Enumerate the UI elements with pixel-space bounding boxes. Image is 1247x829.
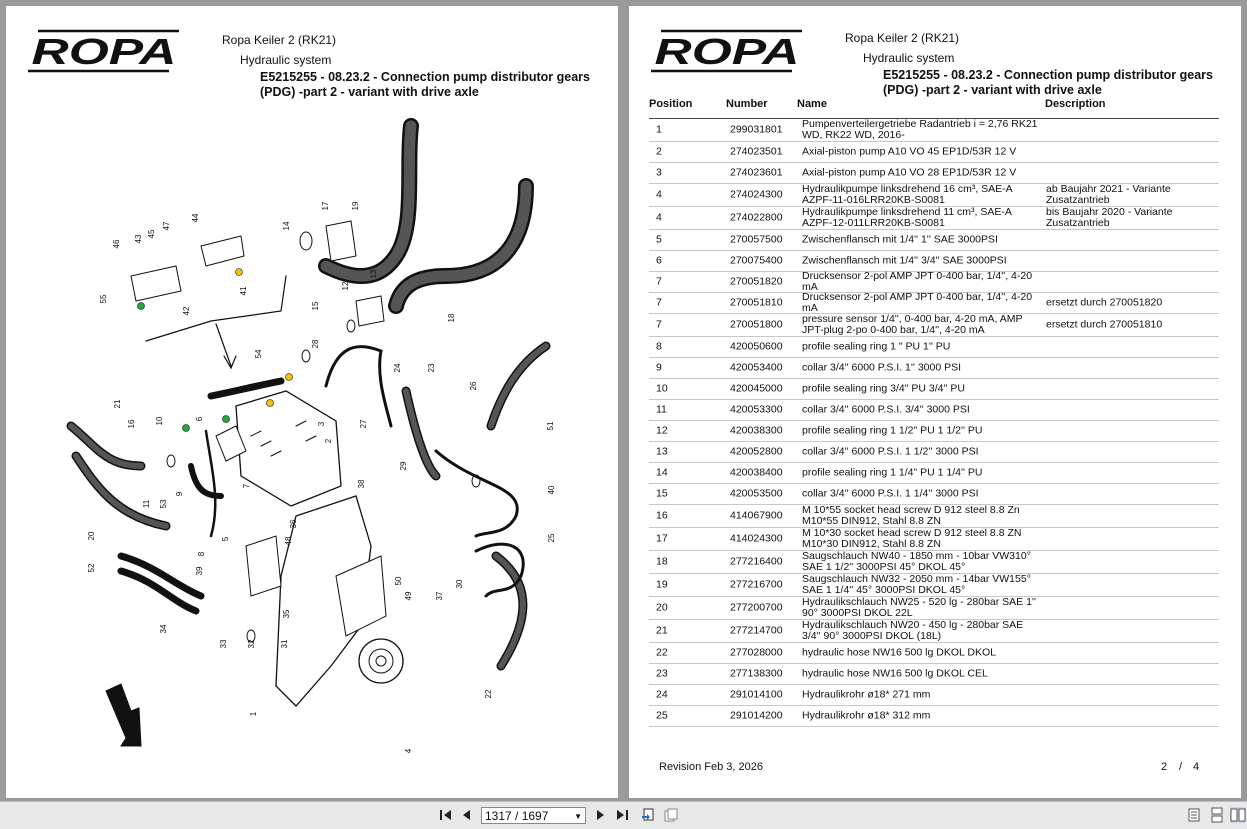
table-row <box>649 379 1219 400</box>
table-row <box>649 421 1219 442</box>
table-row <box>649 142 1219 163</box>
table-row <box>649 442 1219 463</box>
position-cell: 25 <box>656 709 668 722</box>
callout-30: 30 <box>455 579 464 589</box>
callout-45: 45 <box>147 229 156 239</box>
position-cell: 3 <box>656 166 662 179</box>
part-number-cell: 420038300 <box>730 424 783 437</box>
part-name-cell: Drucksensor 2-pol AMP JPT 0-400 bar, 1/4'', 4-20 mA <box>802 270 1033 293</box>
part-number-cell: 270075400 <box>730 254 783 267</box>
position-cell: 8 <box>656 340 662 353</box>
table-row <box>649 643 1219 664</box>
table-row <box>649 230 1219 251</box>
table-row <box>649 400 1219 421</box>
callout-37: 37 <box>435 591 444 601</box>
part-name-cell: Zwischenflansch mit 1/4'' 1'' SAE 3000PSI <box>802 233 998 246</box>
svg-text:ROPA: ROPA <box>31 31 177 72</box>
position-cell: 20 <box>656 601 668 614</box>
callout-16: 16 <box>127 419 136 429</box>
part-number-cell: 270057500 <box>730 233 783 246</box>
position-cell: 7 <box>656 296 662 309</box>
part-number-cell: 420052800 <box>730 445 783 458</box>
position-cell: 13 <box>656 445 668 458</box>
part-name-cell: Axial-piston pump A10 VO 28 EP1D/53R 12 V <box>802 166 1017 179</box>
table-row <box>649 484 1219 505</box>
part-name-cell: pressure sensor 1/4'', 0-400 bar, 4-20 mA, AMP JPT-plug 2-po 0-400 bar, 1/4'', 4-20 mA <box>802 313 1023 336</box>
part-number-cell: 420038400 <box>730 466 783 479</box>
position-cell: 21 <box>656 624 668 637</box>
model-name-right: Ropa Keiler 2 (RK21) <box>845 31 960 45</box>
callout-40: 40 <box>547 485 556 495</box>
part-name-cell: M 10*30 socket head screw D 912 steel 8.8 ZN M10*30 DIN912, Stahl 8.8 ZN <box>802 527 1022 550</box>
position-cell: 12 <box>656 424 668 437</box>
callout-49: 49 <box>404 591 413 601</box>
go-forward-icon[interactable] <box>663 807 679 823</box>
table-row <box>649 207 1219 230</box>
position-cell: 18 <box>656 555 668 568</box>
col-header-description: Description <box>1045 98 1106 110</box>
callout-54: 54 <box>254 349 263 359</box>
part-number-cell: 277028000 <box>730 646 783 659</box>
callout-29: 29 <box>399 461 408 471</box>
part-number-cell: 274023501 <box>730 145 783 158</box>
callout-22: 22 <box>484 689 493 699</box>
part-number-cell: 299031801 <box>730 123 783 136</box>
callout-3: 3 <box>317 421 326 427</box>
callout-5: 5 <box>221 536 230 542</box>
callout-19: 19 <box>351 201 360 211</box>
table-row <box>649 620 1219 643</box>
revision-date: Revision Feb 3, 2026 <box>659 761 763 773</box>
position-cell: 4 <box>656 211 662 224</box>
callout-44: 44 <box>191 213 200 223</box>
callout-9: 9 <box>175 491 184 497</box>
position-cell: 2 <box>656 145 662 158</box>
table-row <box>649 272 1219 293</box>
callout-12: 12 <box>341 281 350 291</box>
position-cell: 11 <box>656 403 667 416</box>
last-page-icon[interactable] <box>614 807 630 823</box>
position-cell: 15 <box>656 487 668 500</box>
callout-2: 2 <box>324 438 333 444</box>
callout-41: 41 <box>239 286 248 296</box>
part-number-cell: 270051800 <box>730 318 783 331</box>
page-number-input[interactable] <box>481 807 586 824</box>
callout-38: 38 <box>357 479 366 489</box>
position-cell: 17 <box>656 532 668 545</box>
part-name-cell: collar 3/4'' 6000 P.S.I. 1'' 3000 PSI <box>802 361 962 374</box>
callout-31: 31 <box>280 639 289 649</box>
callout-53: 53 <box>159 499 168 509</box>
part-name-cell: Pumpenverteilergetriebe Radantrieb i = 2,76 RK21 WD, RK22 WD, 2016- <box>802 118 1038 141</box>
page-total: 4 <box>1193 761 1200 773</box>
table-row <box>649 314 1219 337</box>
part-name-cell: Hydraulikrohr ø18* 271 mm <box>802 688 931 701</box>
callout-23: 23 <box>427 363 436 373</box>
callout-28: 28 <box>311 339 320 349</box>
model-name: Ropa Keiler 2 (RK21) <box>222 33 337 47</box>
part-name-cell: profile sealing ring 1 1/2" PU 1 1/2'' PU <box>802 424 983 437</box>
part-name-cell: Saugschlauch NW32 - 2050 mm - 14bar VW155° SAE 1 1/4'' 45° 3000PSI DKOL 45° <box>802 573 1031 596</box>
callout-17: 17 <box>321 201 330 211</box>
part-name-cell: Hydraulikschlauch NW20 - 450 lg - 280bar SAE 3/4'' 90° 3000PSI DKOL (18L) <box>802 619 1024 642</box>
callout-50: 50 <box>394 576 403 586</box>
part-name-cell: Axial-piston pump A10 VO 45 EP1D/53R 12 V <box>802 145 1017 158</box>
section-name-right: Hydraulic system <box>863 51 955 65</box>
part-number-cell: 277138300 <box>730 667 783 680</box>
part-name-cell: Hydraulikrohr ø18* 312 mm <box>802 709 931 722</box>
callout-26: 26 <box>469 381 478 391</box>
part-number-cell: 420053500 <box>730 487 783 500</box>
callout-6: 6 <box>195 416 204 422</box>
position-cell: 9 <box>656 361 662 374</box>
continuous-view-icon[interactable] <box>1209 807 1225 823</box>
callout-11: 11 <box>142 499 151 509</box>
part-name-cell: Hydraulikschlauch NW25 - 520 lg - 280bar SAE 1'' 90° 3000PSI DKOL 22L <box>802 596 1036 619</box>
ropa-logo <box>26 28 181 74</box>
table-row <box>649 574 1219 597</box>
callout-33: 33 <box>219 639 228 649</box>
part-number-cell: 270051820 <box>730 275 783 288</box>
callout-42: 42 <box>182 306 191 316</box>
callout-39: 39 <box>195 566 204 576</box>
position-cell: 24 <box>656 688 668 701</box>
callout-8: 8 <box>197 551 206 557</box>
table-row <box>649 463 1219 484</box>
callout-35: 35 <box>282 609 291 619</box>
part-name-cell: collar 3/4'' 6000 P.S.I. 1 1/4'' 3000 PSI <box>802 487 979 500</box>
col-header-number: Number <box>726 98 768 110</box>
table-row <box>649 685 1219 706</box>
page-current: 2 <box>1161 761 1168 773</box>
table-row <box>649 251 1219 272</box>
part-name-cell: Hydraulikpumpe linksdrehend 16 cm³, SAE-A AZPF-11-016LRR20KB-S0081 <box>802 183 1013 206</box>
part-name-cell: Drucksensor 2-pol AMP JPT 0-400 bar, 1/4'', 4-20 mA <box>802 291 1033 314</box>
callout-46: 46 <box>112 239 121 249</box>
callout-36: 36 <box>289 519 298 529</box>
table-row <box>649 597 1219 620</box>
part-number-cell: 414067900 <box>730 509 783 522</box>
part-name-cell: profile sealing ring 1 1/4" PU 1 1/4'' PU <box>802 466 983 479</box>
previous-page-icon[interactable] <box>459 807 475 823</box>
description-cell: ersetzt durch 270051810 <box>1046 318 1163 331</box>
chevron-down-icon[interactable]: ▼ <box>574 812 582 821</box>
description-cell: ersetzt durch 270051820 <box>1046 296 1163 309</box>
callout-13: 13 <box>369 269 378 279</box>
single-page-view-icon[interactable] <box>1186 807 1202 823</box>
description-cell: ab Baujahr 2021 - Variante Zusatzantrieb <box>1046 183 1171 206</box>
part-name-cell: profile sealing ring 1 " PU 1'' PU <box>802 340 951 353</box>
callout-32: 32 <box>247 639 256 649</box>
table-row <box>649 293 1219 314</box>
part-number-cell: 277216700 <box>730 578 783 591</box>
position-cell: 14 <box>656 466 668 479</box>
position-cell: 4 <box>656 188 662 201</box>
callout-18: 18 <box>447 313 456 323</box>
position-cell: 7 <box>656 275 662 288</box>
go-back-icon[interactable] <box>640 807 656 823</box>
callout-24: 24 <box>393 363 402 373</box>
callout-52: 52 <box>87 563 96 573</box>
table-row <box>649 358 1219 379</box>
part-name-cell: profile sealing ring 3/4" PU 3/4'' PU <box>802 382 965 395</box>
part-number-cell: 291014200 <box>730 709 783 722</box>
first-page-icon[interactable] <box>438 807 454 823</box>
table-row <box>649 551 1219 574</box>
part-number-cell: 420053300 <box>730 403 783 416</box>
table-row <box>649 119 1219 142</box>
part-name-cell: collar 3/4'' 6000 P.S.I. 3/4'' 3000 PSI <box>802 403 970 416</box>
section-name: Hydraulic system <box>240 53 332 67</box>
callout-43: 43 <box>134 234 143 244</box>
table-row <box>649 337 1219 358</box>
part-number-cell: 270051810 <box>730 296 783 309</box>
table-row <box>649 184 1219 207</box>
position-cell: 23 <box>656 667 668 680</box>
part-name-cell: hydraulic hose NW16 500 lg DKOL CEL <box>802 667 988 680</box>
position-cell: 19 <box>656 578 668 591</box>
part-name-cell: collar 3/4'' 6000 P.S.I. 1 1/2'' 3000 PSI <box>802 445 979 458</box>
position-cell: 16 <box>656 509 668 522</box>
callout-51: 51 <box>546 421 555 431</box>
callout-4: 4 <box>404 748 413 754</box>
parts-list-page <box>629 6 1241 798</box>
next-page-icon[interactable] <box>592 807 608 823</box>
table-row <box>649 664 1219 685</box>
part-number-cell: 274022800 <box>730 211 783 224</box>
col-header-position: Position <box>649 98 693 110</box>
part-number-cell: 277214700 <box>730 624 783 637</box>
ropa-logo-right <box>649 28 804 74</box>
callout-10: 10 <box>155 416 164 426</box>
diagram-page <box>6 6 618 798</box>
two-page-view-icon[interactable] <box>1230 807 1246 823</box>
part-name-cell: Hydraulikpumpe linksdrehend 11 cm³, SAE-A AZPF-12-011LRR20KB-S0081 <box>802 206 1012 229</box>
page-title: E5215255 - 08.23.2 - Connection pump distributor gears (PDG) -part 2 - variant with drive axle <box>260 70 590 99</box>
viewer-toolbar <box>0 801 1247 829</box>
description-cell: bis Baujahr 2020 - Variante Zusatzantrieb <box>1046 206 1173 229</box>
table-row <box>649 528 1219 551</box>
part-name-cell: Zwischenflansch mit 1/4'' 3/4'' SAE 3000PSI <box>802 254 1007 267</box>
part-number-cell: 274024300 <box>730 188 783 201</box>
part-number-cell: 291014100 <box>730 688 783 701</box>
callout-7: 7 <box>242 483 251 489</box>
callout-34: 34 <box>159 624 168 634</box>
position-cell: 7 <box>656 318 662 331</box>
callout-14: 14 <box>282 221 291 231</box>
part-number-cell: 420050600 <box>730 340 783 353</box>
callout-47: 47 <box>162 221 171 231</box>
part-name-cell: M 10*55 socket head screw D 912 steel 8.8 Zn M10*55 DIN912, Stahl 8.8 ZN <box>802 504 1020 527</box>
svg-text:ROPA: ROPA <box>654 31 800 72</box>
callout-27: 27 <box>359 419 368 429</box>
col-header-name: Name <box>797 98 827 110</box>
part-number-cell: 274023601 <box>730 166 783 179</box>
page-indicator: 1317 / 1697 <box>485 809 549 823</box>
callout-21: 21 <box>113 399 122 409</box>
position-cell: 6 <box>656 254 662 267</box>
part-number-cell: 414024300 <box>730 532 783 545</box>
callout-25: 25 <box>547 533 556 543</box>
part-name-cell: Saugschlauch NW40 - 1850 mm - 10bar VW310° SAE 1 1/2'' 3000PSI 45° DKOL 45° <box>802 550 1031 573</box>
page-separator: / <box>1179 761 1183 773</box>
part-number-cell: 277200700 <box>730 601 783 614</box>
position-cell: 22 <box>656 646 668 659</box>
part-name-cell: hydraulic hose NW16 500 lg DKOL DKOL <box>802 646 996 659</box>
callout-1: 1 <box>249 711 258 717</box>
page-title-right: E5215255 - 08.23.2 - Connection pump distributor gears (PDG) -part 2 - variant with drive axle <box>883 68 1213 97</box>
part-number-cell: 420053400 <box>730 361 783 374</box>
part-number-cell: 420045000 <box>730 382 783 395</box>
callout-55: 55 <box>99 294 108 304</box>
callout-20: 20 <box>87 531 96 541</box>
table-row <box>649 706 1219 727</box>
position-cell: 1 <box>656 123 662 136</box>
callout-15: 15 <box>311 301 320 311</box>
position-cell: 5 <box>656 233 662 246</box>
position-cell: 10 <box>656 382 668 395</box>
table-row <box>649 505 1219 528</box>
callout-48: 48 <box>284 536 293 546</box>
part-number-cell: 277216400 <box>730 555 783 568</box>
table-row <box>649 163 1219 184</box>
parts-table <box>649 119 1219 727</box>
exploded-parts-diagram <box>6 106 618 766</box>
